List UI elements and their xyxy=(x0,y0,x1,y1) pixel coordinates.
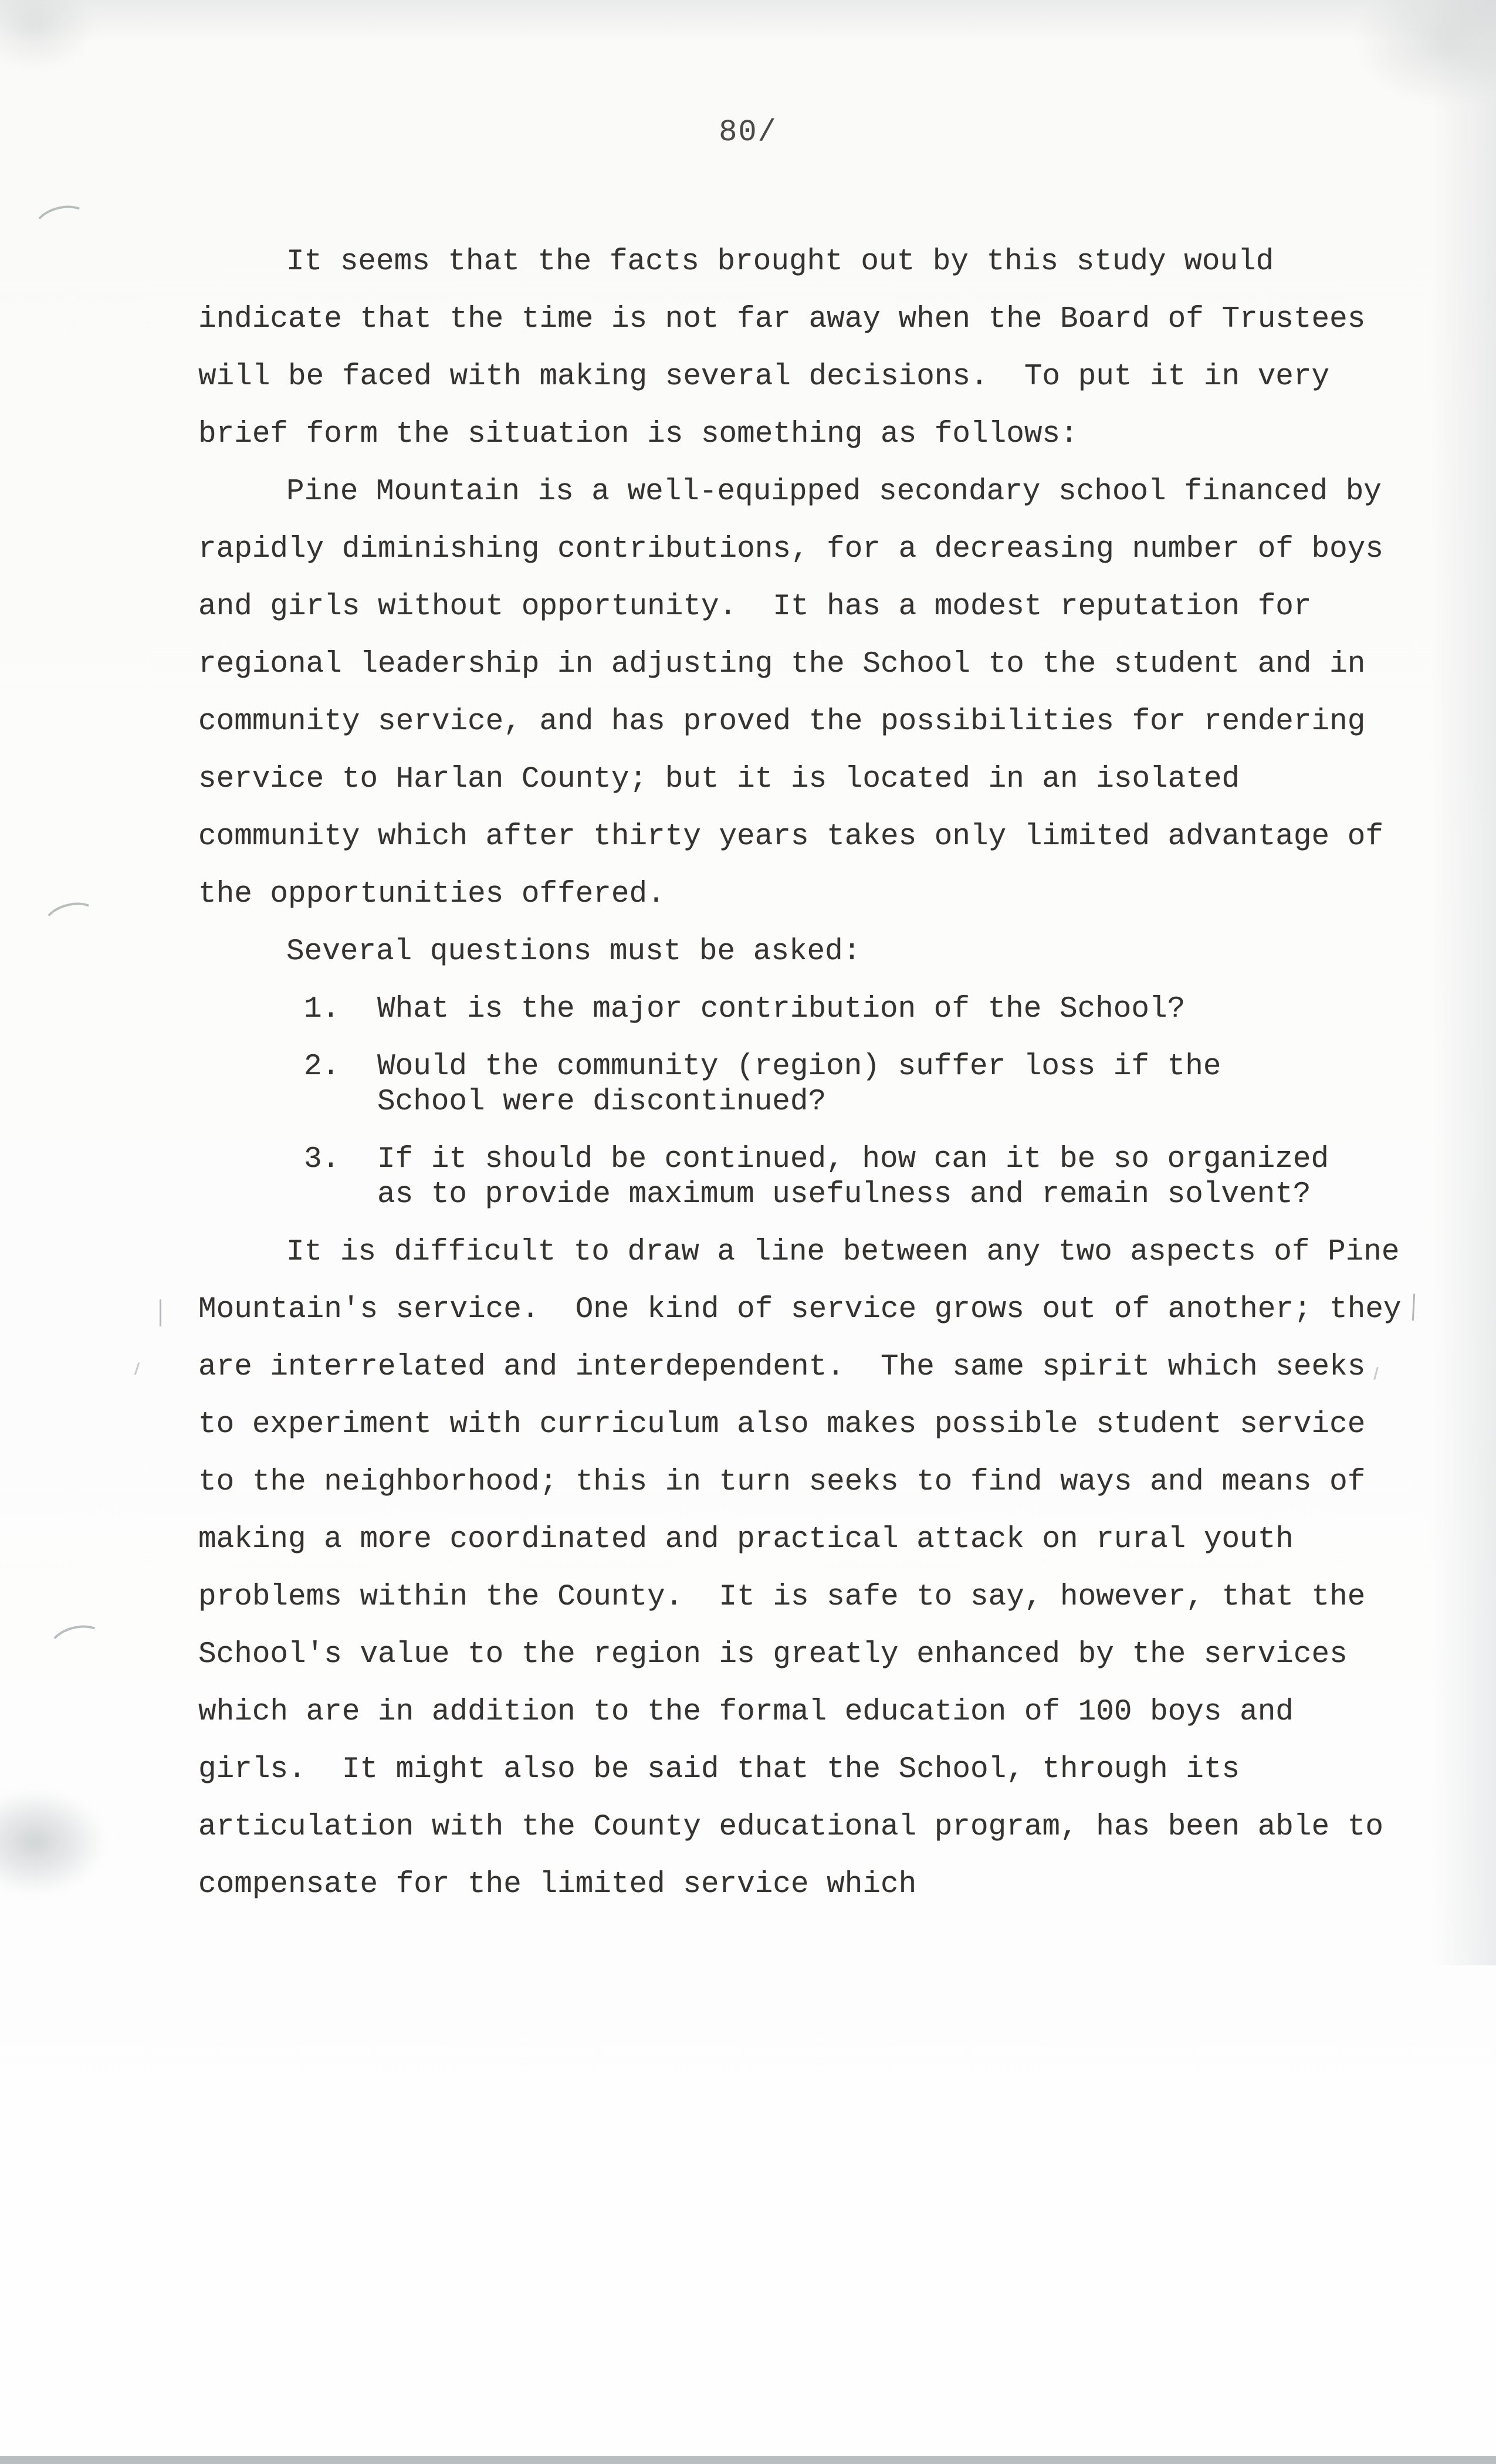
paragraph-questions-lead: Several questions must be asked: xyxy=(286,935,861,969)
question-list xyxy=(198,981,1414,1224)
list-item-number: 3. xyxy=(304,1143,340,1176)
scan-smudge xyxy=(0,0,94,70)
scan-artifact-tick xyxy=(160,1299,161,1326)
paragraph-intro: It seems that the facts brought out by this study would indicate that the time is not far away when the Board of Trustees will be faced with making several decisions. To put it in very brief form the situation is something as follows: xyxy=(198,245,1383,451)
scan-artifact-curve xyxy=(31,200,93,245)
list-item-number: 1. xyxy=(304,993,340,1026)
list-item-number: 2. xyxy=(304,1050,340,1084)
list-item xyxy=(198,1131,1414,1224)
scan-edge-shadow-right xyxy=(1431,0,1496,1965)
list-item xyxy=(198,1038,1414,1131)
list-item-text: What is the major contribution of the School? xyxy=(377,993,1186,1026)
list-item xyxy=(198,981,1414,1038)
list-item-text: Would the community (region) suffer loss if the School were discontinued? xyxy=(377,1050,1240,1119)
scan-artifact-curve xyxy=(46,1620,108,1665)
scan-artifact-tick xyxy=(134,1362,140,1375)
scan-smudge xyxy=(0,1789,106,1895)
paragraph-service-discussion: It is difficult to draw a line between any two aspects of Pine Mountain's service. One kind of service grows out of another; they are interrelated and interdependent. The same spirit which seeks to experiment with curriculum also makes possible student service to the neighborhood; this in turn seeks to find ways and means of making a more coordinated and practical attack on rural youth problems within the County. It is safe to say, however, that the School's value to the region is greatly enhanced by the services which are in addition to the formal education of 100 boys and girls. It might also be said that the School, through its articulation with the County educational program, has been able to compensate for the limited service which xyxy=(198,1236,1420,1901)
scan-bottom-edge xyxy=(0,2456,1496,2464)
list-item-text: If it should be continued, how can it be so organized as to provide maximum usefulness and remain solvent? xyxy=(377,1143,1347,1211)
scan-smudge xyxy=(1355,0,1496,106)
paragraph-pine-mountain: Pine Mountain is a well-equipped secondary school financed by rapidly diminishing contributions, for a decreasing number of boys and girls without opportunity. It has a modest reputation for regional leadership in adjusting the School to the student and in community service, and has proved the possibilities for rendering service to Harlan County; but it is located in an isolated community which after thirty years takes only limited advantage of the opportunities offered. xyxy=(198,475,1402,911)
page-number: 80/ xyxy=(719,115,777,150)
scan-artifact-curve xyxy=(40,897,102,942)
scan-edge-shadow-top xyxy=(0,0,1496,41)
document-body xyxy=(198,233,1420,1914)
